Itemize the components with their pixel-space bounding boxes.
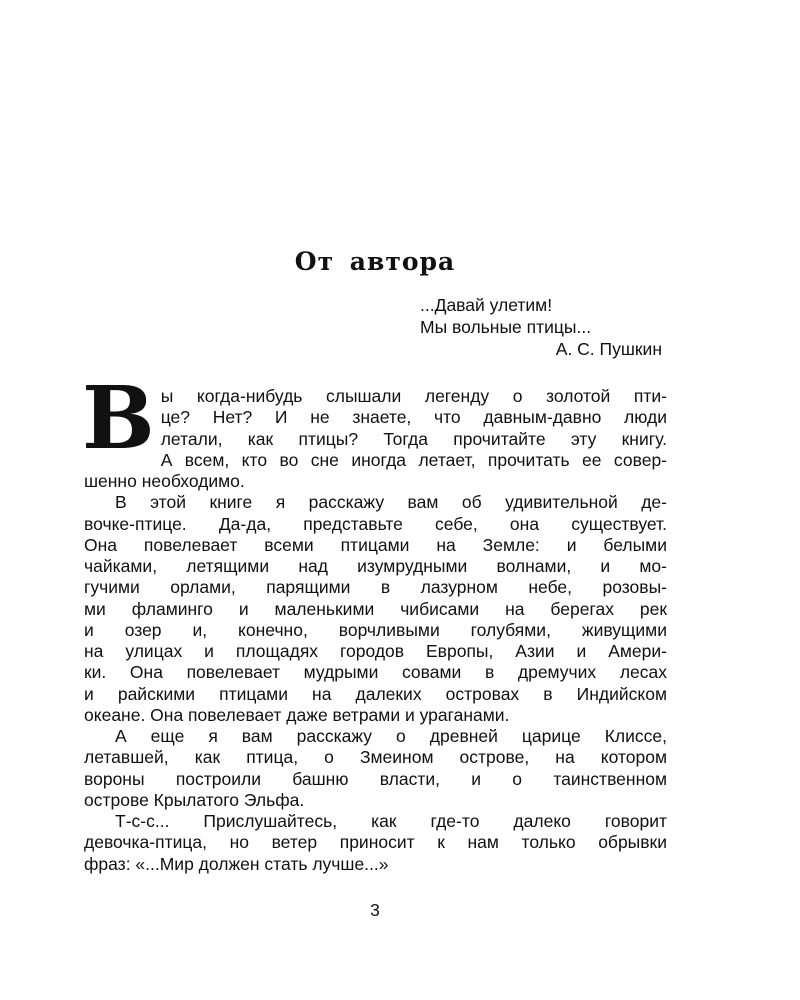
text-line: ы когда-нибудь слышали легенду о золотой пти-: [160, 386, 667, 406]
text-line: и райскими птицами на далеких островах в Индийском: [84, 683, 667, 704]
epigraph-author: А. С. Пушкин: [555, 339, 662, 359]
epigraph-line: Мы вольные птицы...: [420, 317, 592, 337]
paragraph-4: [84, 811, 667, 875]
text-line: ки. Она повелевает мудрыми совами в дремучих лесах: [84, 662, 667, 683]
text-line: чайками, летящими над изумрудными волнами, и мо-: [84, 556, 667, 576]
epigraph-line: ...Давай улетим!: [420, 295, 553, 315]
text-line: на улицах и площадях городов Европы, Азии и Амери-: [84, 641, 667, 661]
chapter-heading: От автора: [294, 247, 456, 276]
drop-cap: В: [82, 368, 155, 469]
paragraph-1: [82, 368, 667, 492]
text-line: гучими орлами, парящими в лазурном небе, розовы-: [84, 577, 667, 598]
page-number: 3: [370, 900, 380, 920]
text-line: острове Крылатого Эльфа.: [84, 789, 305, 810]
text-line: Она повелевает всеми птицами на Земле: и белыми: [84, 534, 667, 555]
paragraph-2: [84, 492, 667, 726]
text-line: шенно необходимо.: [84, 471, 245, 491]
text-line: летавшей, как птица, о Змеином острове, на котором: [84, 747, 667, 768]
text-line: и озер и, конечно, ворчливыми голубями, живущими: [84, 619, 667, 640]
text-line: ми фламинго и маленькими чибисами на берегах рек: [84, 598, 667, 619]
text-line: девочка-птица, но ветер приносит к нам только обрывки: [84, 832, 667, 853]
text-line: фраз: «...Мир должен стать лучше...»: [84, 853, 389, 874]
text-line: А еще я вам расскажу о древней царице Клиссе,: [115, 726, 667, 746]
text-line: летали, как птицы? Тогда прочитайте эту книгу.: [160, 428, 667, 449]
text-line: це? Нет? И не знаете, что давным-давно люди: [160, 407, 667, 428]
text-line: В этой книге я расскажу вам об удивительной де-: [115, 492, 667, 513]
text-line: вочке-птице. Да-да, представьте себе, она существует.: [84, 513, 667, 534]
text-line: А всем, кто во сне иногда летает, прочитать ее совер-: [160, 449, 667, 470]
epigraph: [420, 294, 668, 360]
text-line: вороны построили башню власти, и о таинственном: [84, 768, 667, 789]
text-line: Т-с-с... Прислушайтесь, как где-то далеко говорит: [115, 811, 667, 831]
text-line: океане. Она повелевает даже ветрами и ураганами.: [84, 704, 510, 725]
paragraph-3: [84, 726, 667, 811]
body-text: [82, 368, 667, 875]
